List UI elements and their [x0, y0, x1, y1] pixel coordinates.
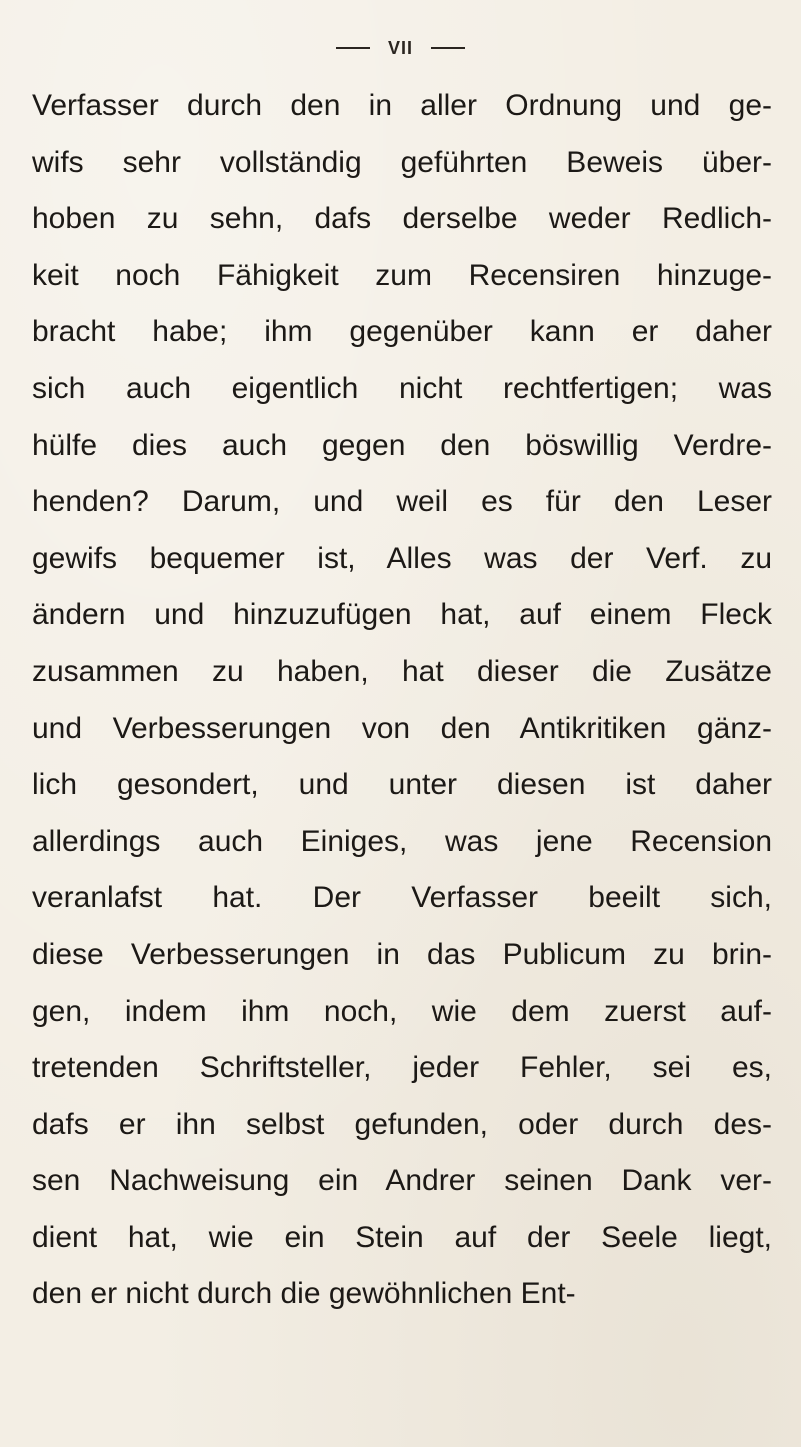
text-line: gewifs bequemer ist, Alles was der Verf. zu [32, 541, 772, 575]
page-number: VII [387, 37, 413, 58]
text-line: den er nicht durch die gewöhnlichen Ent- [32, 1277, 576, 1311]
text-line: wifs sehr vollständig geführten Beweis über- [32, 145, 772, 179]
text-line: hülfe dies auch gegen den böswillig Verdre- [32, 428, 772, 462]
text-line: dafs er ihn selbst gefunden, oder durch des- [32, 1107, 772, 1141]
text-line: lich gesondert, und unter diesen ist daher [32, 768, 772, 802]
text-line: Verfasser durch den in aller Ordnung und ge- [32, 89, 772, 122]
text-line: sen Nachweisung ein Andrer seinen Dank ver- [32, 1164, 772, 1198]
header-rule-left [336, 47, 370, 49]
text-line: allerdings auch Einiges, was jene Recension [32, 824, 772, 858]
text-line: hoben zu sehn, dafs derselbe weder Redlich- [32, 202, 772, 236]
text-line: dient hat, wie ein Stein auf der Seele liegt, [32, 1220, 772, 1254]
text-line: bracht habe; ihm gegenüber kann er daher [32, 315, 772, 349]
text-line: zusammen zu haben, hat dieser die Zusätze [32, 654, 772, 688]
text-line: keit noch Fähigkeit zum Recensiren hinzuge- [32, 258, 772, 292]
header-rule-right [431, 47, 465, 49]
text-line: und Verbesserungen von den Antikritiken gänz- [32, 711, 772, 745]
text-line: tretenden Schriftsteller, jeder Fehler, sei es, [32, 1051, 772, 1085]
text-line: ändern und hinzuzufügen hat, auf einem Fleck [32, 598, 772, 632]
text-line: gen, indem ihm noch, wie dem zuerst auf- [32, 994, 772, 1028]
page-header [0, 36, 801, 60]
text-line: diese Verbesserungen in das Publicum zu brin- [32, 937, 772, 971]
body-text [32, 78, 772, 1323]
text-line: veranlafst hat. Der Verfasser beeilt sich, [32, 881, 772, 915]
text-line: henden? Darum, und weil es für den Leser [32, 485, 772, 519]
text-line: sich auch eigentlich nicht rechtfertigen; was [32, 371, 772, 405]
